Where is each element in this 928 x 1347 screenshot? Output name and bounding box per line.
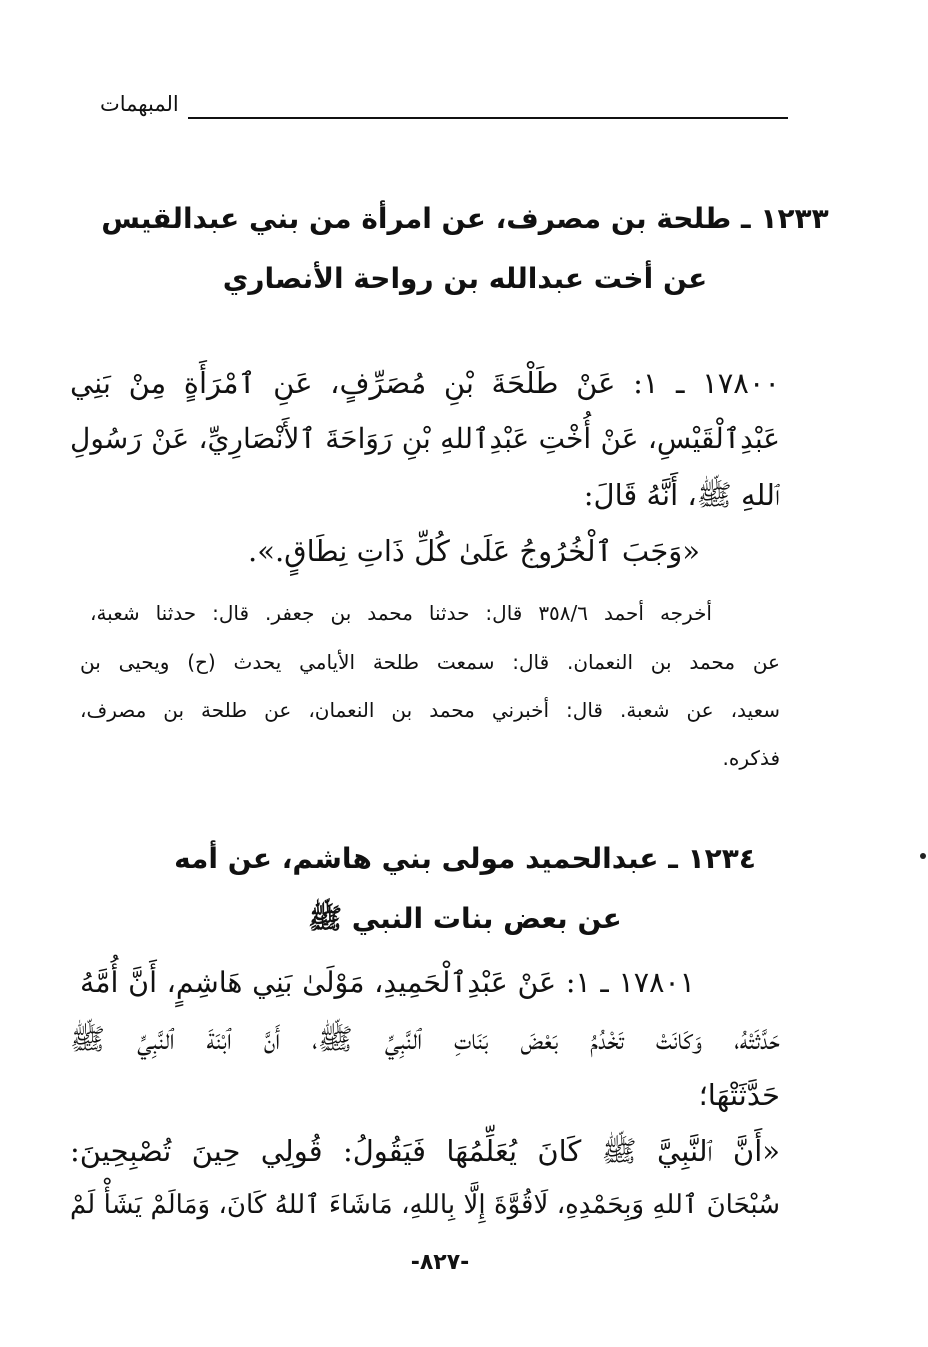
hadith-17800-line2: عَبْدِٱلْقَيْسِ، عَنْ أُخْتِ عَبْدِٱللهِ بْنِ رَوَاحَةَ ٱلأَنْصَارِيِّ، عَنْ رَسُولِ (70, 422, 780, 455)
section-1234-heading-line1: ١٢٣٤ ـ عبدالحميد مولى بني هاشم، عن أمه (174, 842, 756, 875)
takhrij-note-line3: سعيد، عن شعبة. قال: أخبرني محمد بن النعمان، عن طلحة بن مصرف، (80, 698, 780, 722)
page-number: -٨٢٧- (410, 1250, 470, 1275)
section-1233-heading-line1: ١٢٣٣ ـ طلحة بن مصرف، عن امرأة من بني عبدالقيس (101, 202, 829, 235)
header-rule (188, 117, 788, 119)
hadith-17801-line3: حَدَّثَتْهَا؛ (698, 1078, 780, 1112)
hadith-17801-line1: ١٧٨٠١ ـ ١: عَنْ عَبْدِٱلْحَمِيدِ، مَوْلَىٰ بَنِي هَاشِمٍ، أَنَّ أُمَّهُ (80, 966, 695, 999)
hadith-17801-line2: حَدَّثَتْهُ، وَكَانَتْ تَخْدُمُ بَعْضَ بَنَاتِ ٱلنَّبِيِّ ﷺ، أَنَّ ٱبْنَةَ ٱلنَّبِيِّ ﷺ (70, 1022, 780, 1056)
hadith-17800-line4: «وَجَبَ ٱلْخُرُوجُ عَلَىٰ كُلِّ ذَاتِ نِطَاقٍ.». (247, 534, 700, 568)
hadith-17801-line4: «أَنَّ ٱلنَّبِيَّ ﷺ كَانَ يُعَلِّمُهَا فَيَقُولُ: قُولِي حِينَ تُصْبِحِينَ: (70, 1134, 780, 1168)
hadith-17801-line5: سُبْحَانَ ٱللهِ وَبِحَمْدِهِ، لَاقُوَّةَ إِلَّا بِاللهِ، مَاشَاءَ ٱللهُ كَانَ، وَمَالَمْ يَشَأْ لَمْ (70, 1190, 780, 1220)
section-1234-heading-line2: عن بعض بنات النبي ﷺ (308, 902, 622, 935)
takhrij-note-line4: فذكره. (722, 746, 780, 770)
hadith-17800-line1: ١٧٨٠٠ ـ ١: عَنْ طَلْحَةَ بْنِ مُصَرِّفٍ، عَنِ ٱمْرَأَةٍ مِنْ بَنِي (70, 366, 781, 400)
running-header-title: المبهمات (100, 92, 179, 116)
margin-scan-mark (920, 853, 926, 859)
takhrij-note-line1: أخرجه أحمد ٣٥٨/٦ قال: حدثنا محمد بن جعفر. قال: حدثنا شعبة، (90, 601, 712, 625)
hadith-17800-line3: ٱللهِ ﷺ، أَنَّهُ قَالَ: (583, 478, 780, 512)
section-1233-heading-line2: عن أخت عبدالله بن رواحة الأنصاري (222, 262, 708, 295)
takhrij-note-line2: عن محمد بن النعمان. قال: سمعت طلحة الأيامي يحدث (ح) ويحيى بن (80, 650, 780, 674)
